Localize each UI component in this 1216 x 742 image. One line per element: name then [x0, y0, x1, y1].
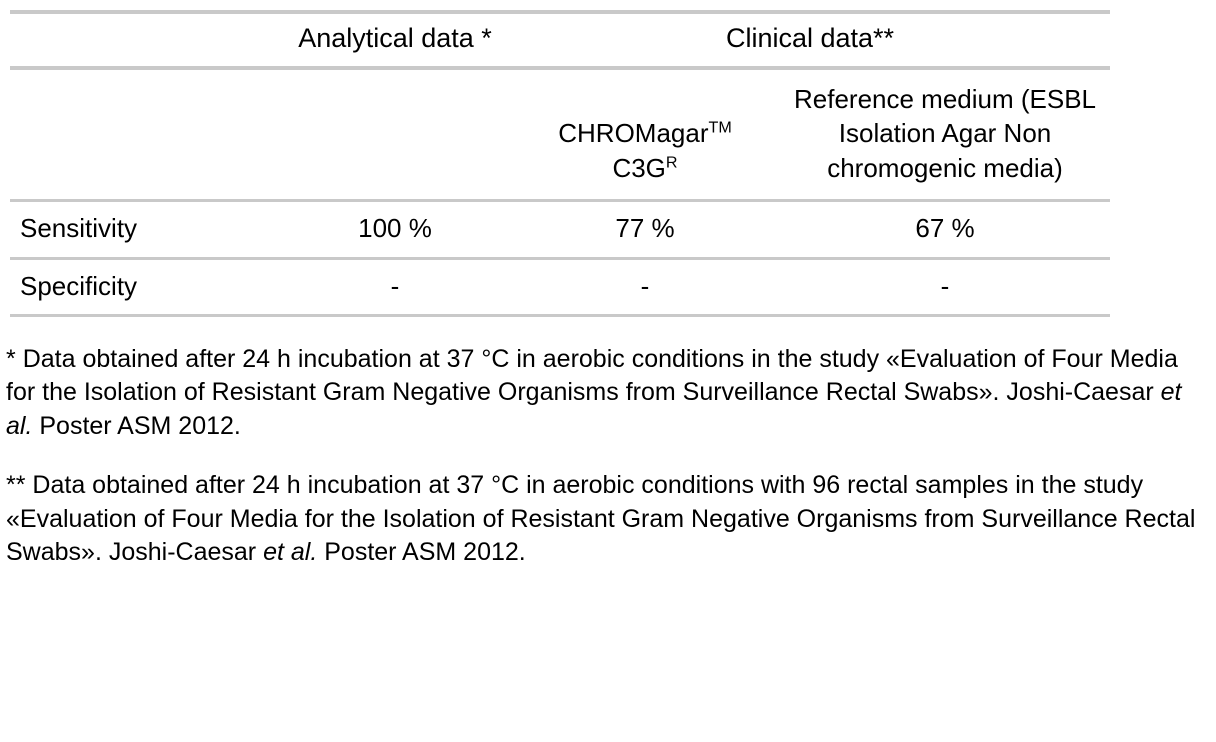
cell-specificity-chromagar: - [640, 270, 650, 301]
footnotes-container [0, 317, 1216, 570]
footnote-clinical-text-2: Poster ASM 2012. [324, 538, 526, 567]
footnote-clinical-text-1: Data obtained after 24 h incubation at 37 °C in aerobic conditions with 96 rectal samples in the study «Evaluation of Four Media for the Isolation of Resistant Gram Negative Organisms from Surveillance Rectal Swabs». Joshi-Caesar [6, 471, 1196, 567]
cell-sensitivity-analytical: 100 % [358, 213, 432, 244]
chromagar-r-mark: R [665, 153, 678, 172]
group-header-clinical: Clinical data** [725, 23, 895, 53]
cell-sensitivity-reference: 67 % [915, 213, 975, 244]
footnote-analytical-marker: * [6, 344, 16, 373]
row-label-specificity: Specificity [20, 270, 138, 301]
footnote-analytical-italic: et al. [6, 378, 1182, 440]
group-header-empty [10, 14, 280, 68]
footnote-analytical-text-2: Poster ASM 2012. [39, 411, 241, 440]
column-header-empty-2 [280, 70, 510, 201]
column-header-chromagar [510, 70, 780, 201]
chromagar-line2: C3G [612, 152, 666, 183]
table-row [10, 260, 1110, 316]
column-header-reference-medium: Reference medium (ESBL Isolation Agar Non chromogenic media) [793, 83, 1097, 183]
table-group-header-row [10, 14, 1110, 68]
table-column-header-row [10, 70, 1110, 201]
results-table-container [0, 0, 1216, 317]
chromagar-tm-mark: TM [708, 118, 732, 137]
cell-sensitivity-chromagar: 77 % [615, 213, 675, 244]
results-table [10, 10, 1110, 317]
footnote-clinical-marker: ** [6, 471, 26, 500]
group-header-analytical: Analytical data * [298, 23, 492, 53]
footnote-analytical [6, 343, 1206, 444]
cell-specificity-reference: - [940, 270, 950, 301]
cell-specificity-analytical: - [390, 270, 400, 301]
footnote-clinical-italic: et al. [263, 538, 318, 567]
footnote-analytical-text-1: Data obtained after 24 h incubation at 37 °C in aerobic conditions in the study «Evaluation of Four Media for the Isolation of Resistant Gram Negative Organisms from Surveillance Rectal Swabs». Joshi-Caesar [6, 344, 1178, 407]
footnote-clinical [6, 469, 1206, 570]
table-row [10, 202, 1110, 258]
column-header-empty-1 [10, 70, 280, 201]
row-label-sensitivity: Sensitivity [20, 213, 138, 244]
chromagar-line1: CHROMagar [558, 118, 709, 149]
